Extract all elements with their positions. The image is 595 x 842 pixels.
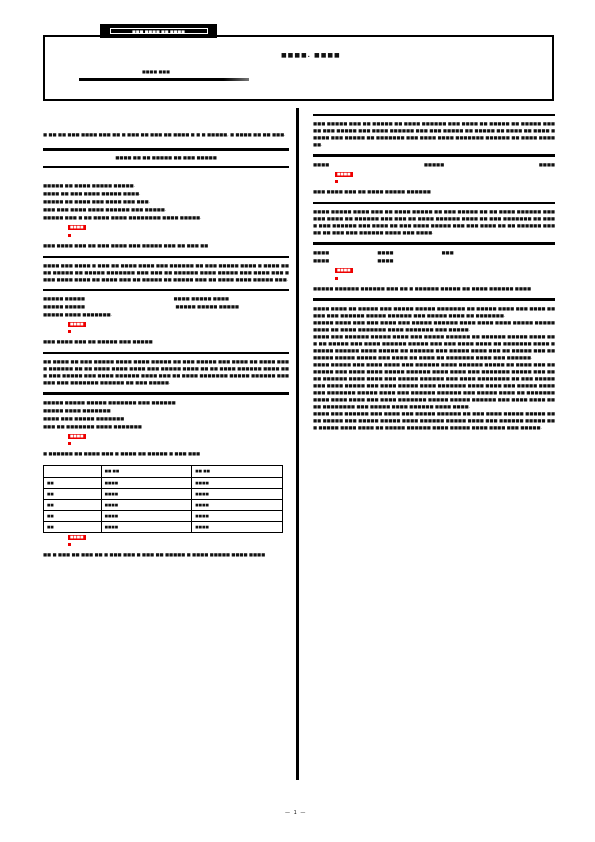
option: ■■■■■ ■■■■■ — [43, 304, 85, 310]
header-underline — [79, 78, 249, 81]
rule — [43, 352, 289, 354]
option-row — [43, 296, 289, 304]
question-text: ■■■ ■■■■ ■■■ ■■ ■■■■■ ■■■ ■■■■■ — [43, 339, 153, 345]
table-cell: ■■ ■■ — [192, 466, 283, 478]
column-divider — [296, 108, 299, 780]
answer-tag: ■■■■ — [70, 321, 84, 326]
list-item: ■■■■■ ■■ ■■■■ ■■■■■ ■■■■■. — [43, 184, 136, 190]
rule — [43, 392, 289, 395]
option-row — [313, 250, 555, 258]
table-cell: ■■■■ — [192, 489, 283, 500]
table-cell: ■■ ■■ — [101, 466, 192, 478]
answer-dot — [335, 180, 338, 183]
option: ■■■■■ ■■■■■ — [43, 296, 85, 302]
question-text: ■■■■■ ■■■■■■ ■■■■■■ ■■■ ■■ ■ ■■■■■■ ■■■■■ ■■ ■■■■ ■■■■■■ ■■■■ — [313, 286, 532, 292]
answer-dot — [68, 330, 71, 333]
rule — [43, 256, 289, 258]
table-cell: ■■ — [44, 489, 102, 500]
table-cell: ■■ — [44, 500, 102, 511]
question-text: ■■■ ■■■■ ■■■ ■■ ■■■■ ■■■■■ ■■■■■■ — [313, 190, 431, 196]
table-cell: ■■ — [44, 478, 102, 489]
option: ■■■■ — [377, 259, 394, 265]
option: ■■■■ — [377, 251, 394, 257]
table-cell — [44, 466, 102, 478]
table-row — [44, 478, 283, 489]
answer-tag: ■■■■ — [70, 225, 84, 230]
question-text: ■ ■■■■■■ ■■ ■■■■ ■■■ ■ ■■■■ ■■ ■■■■■ ■ ■■■ ■■■ — [43, 452, 201, 458]
rule — [313, 114, 555, 116]
option: ■■■■■ ■■■■■ ■■■■■ — [175, 304, 239, 310]
table-cell: ■■■■ — [192, 478, 283, 489]
answer-tag: ■■■■ — [70, 535, 84, 540]
option: ■■■■■ ■■■■■ ■■■■■ ■■■■■■■ ■■■ ■■■■■■ — [43, 400, 176, 406]
rule — [313, 154, 555, 157]
intro-text: ■ ■■ ■■ ■■■ ■■■■ ■■■ ■■ ■ ■■■ ■■ ■■■ ■■ ■■■■ ■ ■ ■ ■■■■■, ■ ■■■■ ■■ ■■ ■■■. — [43, 133, 286, 138]
option: ■■■■ — [313, 251, 330, 257]
header-box — [43, 35, 554, 101]
question-text: ■■ ■ ■■■ ■■ ■■■ ■■ ■ ■■■ ■■■ ■ ■■■ ■■ ■■■■■ ■ ■■■■ ■■■■■ ■■■■ ■■■■ — [43, 553, 266, 559]
option-row — [313, 258, 555, 266]
answer-tag: ■■■■ — [70, 433, 84, 438]
passage-text: ■■■■ ■■■■■ ■■■■ ■■■ ■■ ■■■■ ■■■■■ ■■ ■■■ ■■■■■ ■■ ■■ ■■■■ ■■■■■■ ■■■■■■ ■■■■ ■■ ■■■■■■ ■■■ ■■■ ■■ ■■■■ ■■■■■■ ■■■■ ■■ ■■■ ■■■■■■■ ■■ ■■■■ ■■■ ■■■■■■ ■■■ ■■■■ ■■ ■■■ ■■■■ ■■■■■ ■■■ ■■■ ■■■■ ■■ ■■ ■■■■■■ ■■■■■ ■■ ■■■ ■■■ ■■■■■■ ■■■■ ■■■ ■■■■. — [313, 210, 555, 237]
rule — [43, 289, 289, 291]
option: ■■■■ — [313, 163, 330, 168]
table-cell: ■■■■ — [192, 522, 283, 533]
option: ■■■■■ ■■■■ ■■■■■■■ — [43, 408, 111, 414]
rule — [313, 242, 555, 245]
table-cell: ■■■■ — [101, 489, 192, 500]
header-title: ■■■■. ■■■■ — [281, 52, 341, 59]
option-row — [313, 162, 555, 170]
option-row — [43, 312, 289, 320]
list-item: ■■■■■ ■■ ■■■■ ■■■ ■■■■ ■■■ ■■■. — [43, 200, 150, 206]
list-item: ■■■■■ ■■■ ■ ■■ ■■■■ ■■■■ ■■■■■■■■ ■■■■ ■■■■■. — [43, 216, 202, 222]
passage-paragraph: ■■■■■ ■■■■ ■■■ ■■■ ■■■■ ■■■ ■■■■■ ■■■■■■ ■■■■ ■■■■ ■■■■ ■■■■■ ■■■■■ ■■■■ ■■ ■■■■ ■■■■■■■ ■■■■ ■■■■■■■ ■■■ ■■■■■. — [313, 320, 555, 333]
rule — [313, 202, 555, 204]
table-cell: ■■■■ — [101, 478, 192, 489]
list-item: ■■■ ■■■ ■■■■ ■■■■ ■■■■■■ ■■■ ■■■■■. — [43, 208, 167, 214]
table-cell: ■■■■ — [192, 500, 283, 511]
passage-text: ■■ ■■■■ ■■ ■■■ ■■■■■ ■■■■ ■■■■ ■■■■■ ■■ ■■■ ■■■■■ ■■■ ■■■■ ■■ ■■■■ ■■■■ ■■■■■■ ■■ ■■ ■■■■ ■■■■ ■■■■ ■■■ ■■■■■ ■■■■ ■■ ■■ ■■■■ ■■■■■■ ■■■■ ■■■ ■■■ ■■■■■ ■■■ ■■■■ ■■■■■■ ■■■■ ■■■ ■■ ■■■■ ■■■■■■■ ■■■■■ ■■■■■■ ■■■ ■■■ ■■■ ■■■■■■■ ■■■■■■ ■■ ■■■ ■■■■■. — [43, 359, 289, 386]
table-cell: ■■■■ — [101, 511, 192, 522]
question-text: ■■■ ■■■■ ■■■ ■■ ■■■ ■■■■ ■■■ ■■■■■ ■■■ ■■ ■■■ ■■ — [43, 243, 209, 249]
answer-dot — [335, 277, 338, 280]
table-row — [44, 522, 283, 533]
page-number: — 1 — — [285, 810, 307, 816]
option: ■■■■ ■■■ ■■■■■ ■■■■■■■ — [43, 416, 125, 422]
passage-paragraph: ■■■■ ■■■■ ■■ ■■■■■ ■■■ ■■■■■ ■■■■■ ■■■■■■■ ■■ ■■■■■ ■■■■ ■■■ ■■■■ ■■■■■ ■■■ ■■■■■■ ■■■■■ ■■■■■■ ■■■ ■■■■■ ■■■■ ■■ ■■■■■■■. — [313, 306, 555, 319]
table-row — [44, 511, 283, 522]
rule — [313, 298, 555, 301]
table-row — [44, 500, 283, 511]
answer-tag: ■■■■ — [337, 172, 351, 176]
answer-dot — [68, 442, 71, 445]
data-table — [43, 465, 283, 533]
answer-dot — [68, 543, 71, 546]
option-row — [43, 304, 289, 312]
section-tag-label: ■■■ ■■■■ ■■ ■■■■ — [110, 28, 208, 34]
box-title: ■■■■ ■■ ■■ ■■■■■ ■■ ■■■ ■■■■■ — [115, 156, 217, 161]
option: ■■■■ — [313, 259, 330, 265]
list-item: ■■■■ ■■ ■■■ ■■■■ ■■■■■ ■■■■. — [43, 192, 141, 198]
passage-paragraph: ■■■■ ■■■ ■■■■■■ ■■■ ■■■■ ■■■ ■■■■■ ■■■■■■ ■■ ■■■ ■■■■ ■■■■■ ■■■■■ ■■■■ ■■■■■ ■■■ ■■■■■ ■■■■■ ■■■■ ■■■■■■ ■■■■■ ■■■■ ■■■ ■■■■■■ ■■■■■ ■■■ ■■■■■ ■■■■ ■■■■ ■■ ■■■■■ ■■■■■■ ■■■■ ■■■■■ ■■■■ ■■■■ ■■■ ■■■■■. — [313, 411, 555, 431]
right-column — [313, 114, 555, 432]
option: ■■■■■ ■■■■ ■■■■■■■. — [43, 312, 113, 318]
table-cell: ■■ — [44, 522, 102, 533]
answer-tag: ■■■■ — [337, 268, 351, 273]
option: ■■■■ ■■■■■ ■■■■ — [173, 296, 229, 302]
table-header-row — [44, 466, 283, 478]
left-column — [43, 132, 289, 559]
option: ■■■■ — [538, 163, 555, 168]
passage-paragraph: ■■■■ ■■■ ■■■■■■ ■■■■■ ■■■■ ■■■ ■■■■■ ■■■■■■ ■■ ■■■■■■ ■■■■■ ■■■■ ■■■ ■■ ■■■■■ ■■■ ■■■■ ■■■■■■ ■■■■■ ■■■ ■■■ ■■■■ ■■■■ ■■ ■■■■■■■ ■■■■ ■■■■■■ ■■■■■■ ■■■■ ■■■■■ ■■ ■■■■■■ ■■■ ■■■■■ ■■■■ ■■■ ■■ ■■■■■ ■■■ ■■■■■■■ ■■■■■ ■■■■■ ■■■ ■■■■ ■■ ■■■■ ■■ ■■■■■■■ ■■■■ ■■■ ■■■■■■. — [313, 334, 555, 361]
rule — [43, 166, 289, 168]
table-cell: ■■■■ — [101, 522, 192, 533]
answer-dot — [68, 234, 71, 237]
header-subtitle: ■■■■ ■■■ — [142, 69, 170, 74]
option: ■■■ ■■ ■■■■■■■ ■■■■ ■■■■■■■ — [43, 424, 142, 430]
passage-paragraph: ■■■■ ■■■■■ ■■■ ■■■■ ■■■■ ■■■ ■■■■■■ ■■■■ ■■■■■■ ■■■■■ ■■ ■■■■ ■■■ ■■■■■■■ ■■■ ■■■■ ■■■■ ■■■■■ ■■■■■■ ■■■■ ■■■■ ■■■ ■■■■■■■ ■■■■■ ■■■ ■■■■ ■■■■■■ ■■■■ ■■■■ ■■■ ■■■■■ ■■■■■■ ■■■ ■■■■ ■■■■■■■■ ■■ ■■■ ■■■■■ ■■■ ■■■■ ■■■■■ ■■■ ■■■■ ■■■■■ ■■■■ ■■■■■■■ ■■■■ ■■■■ ■■■ ■■■■■ ■■■■ ■■■ ■■■■■■■ ■■■■■ ■■■■ ■■■ ■■■■■■ ■■■■■■ ■■■ ■■■■■ ■■■■ ■■ ■■■■■■■ ■■■■ ■■■■ ■■■■ ■■■ ■■■■ ■■■■■■■ ■■■■■ ■■■■■ ■■■■■■ ■■■ ■■■■ ■■■■ ■■■■ ■■■■■■■■ ■■■ ■■■■■ ■■■■ ■■■■■■ ■■■■ ■■■■. — [313, 362, 555, 410]
passage-text: ■■■■ ■■■ ■■■■ ■ ■■■ ■■ ■■■■ ■■■■ ■■■ ■■■■■■ ■■ ■■■ ■■■■■ ■■■■ ■ ■■■■ ■■■■ ■■■■■ ■■ ■■■■■ ■■■■■■■ ■■■ ■■■ ■■ ■■■■■■ ■■■■ ■■■■■ ■■■ ■■■■ ■■■ ■■■■ ■■■■ ■■■■ ■■ ■■■■ ■■■ ■■ ■■■■■ ■■ ■■■■■ ■■■ ■■ ■■■■ ■■■■ ■■■■■ ■■■. — [43, 263, 289, 283]
table-cell: ■■■■ — [192, 511, 283, 522]
table-cell: ■■■■ — [101, 500, 192, 511]
option: ■■■■■ — [423, 163, 445, 168]
table-row — [44, 489, 283, 500]
table-cell: ■■ — [44, 511, 102, 522]
rule — [43, 148, 289, 151]
passage-text: ■■■ ■■■■■ ■■■ ■■ ■■■■■ ■■ ■■■■ ■■■■■■ ■■■ ■■■■ ■■ ■■■■■ ■■ ■■■■■ ■■■■■ ■■■ ■■■■■ ■■■ ■■■■ ■■■■■■ ■■■ ■■■ ■■■■■ ■■ ■■■■■ ■■ ■■■■ ■■ ■■■■ ■■■■■ ■■■ ■■■■■ ■■ ■■■■■■■ ■■■ ■■■■ ■■■■ ■■■■■■■ ■■■■■■ ■■ ■■■■ ■■■■■■. — [313, 122, 555, 148]
option: ■■■ — [441, 251, 454, 257]
